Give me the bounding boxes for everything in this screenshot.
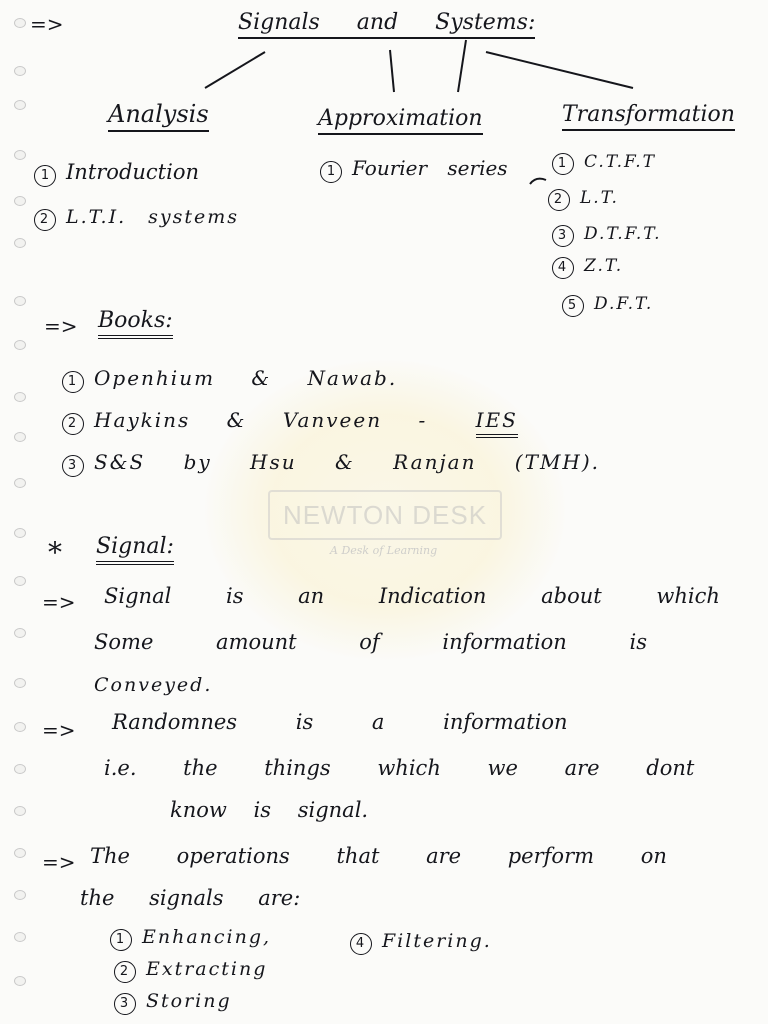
operation-item: 4 Filtering.: [350, 930, 492, 955]
item-number: 1: [62, 371, 84, 393]
randomness-line: Randomnes is a information: [112, 710, 568, 734]
page-title: Signals and Systems:: [238, 10, 535, 39]
branch-analysis: Analysis: [108, 100, 209, 132]
analysis-item: 2 L.T.I. systems: [34, 206, 239, 231]
check-mark: [530, 179, 546, 184]
randomness-line: i.e. the things which we are dont: [104, 756, 695, 780]
transformation-item: 3 D.T.F.T.: [552, 224, 661, 247]
transformation-item: 5 D.F.T.: [562, 294, 653, 317]
transformation-item: 2 L.T.: [548, 188, 619, 211]
item-number: 1: [34, 165, 56, 187]
definition-line: Some amount of information is: [94, 630, 647, 654]
item-number: 2: [548, 189, 570, 211]
transformation-item: 4 Z.T.: [552, 256, 623, 279]
operations-arrow: =>: [42, 850, 76, 874]
item-number: 4: [350, 933, 372, 955]
definition-line: Conveyed.: [94, 674, 213, 696]
signal-title: Signal:: [96, 534, 174, 565]
book-item: 3 S&S by Hsu & Ranjan (TMH).: [62, 450, 600, 477]
item-number: 3: [552, 225, 574, 247]
item-number: 3: [62, 455, 84, 477]
operations-line: The operations that are perform on: [90, 844, 667, 868]
item-number: 2: [34, 209, 56, 231]
ies-tag: IES: [476, 408, 518, 438]
watermark-brand: NEWTON DESK: [268, 490, 502, 540]
books-arrow: =>: [44, 314, 78, 338]
watermark-tagline: A Desk of Learning: [330, 544, 438, 557]
item-number: 3: [114, 993, 136, 1015]
analysis-item: 1 Introduction: [34, 160, 199, 187]
star-icon: *: [48, 536, 62, 569]
heading-arrow: =>: [30, 12, 64, 36]
transformation-item: 1 C.T.F.T: [552, 152, 656, 175]
book-item: 2 Haykins & Vanveen - IES: [62, 408, 518, 435]
books-title: Books:: [98, 308, 173, 339]
book-item: 1 Openhium & Nawab.: [62, 366, 397, 393]
branch-transformation: Transformation: [562, 102, 735, 131]
item-number: 1: [320, 161, 342, 183]
item-number: 1: [552, 153, 574, 175]
operation-item: 3 Storing: [114, 990, 232, 1015]
item-number: 5: [562, 295, 584, 317]
operations-line: the signals are:: [80, 886, 301, 910]
definition-line: Signal is an Indication about which: [104, 584, 720, 608]
item-number: 2: [114, 961, 136, 983]
item-number: 2: [62, 413, 84, 435]
operation-item: 1 Enhancing,: [110, 926, 271, 951]
branch-approximation: Approximation: [318, 106, 483, 135]
item-number: 1: [110, 929, 132, 951]
randomness-line: know is signal.: [170, 798, 369, 822]
approximation-item: 1 Fourier series: [320, 156, 508, 183]
operation-item: 2 Extracting: [114, 958, 267, 983]
item-number: 4: [552, 257, 574, 279]
randomness-arrow: =>: [42, 718, 76, 742]
definition-arrow: =>: [42, 590, 76, 614]
